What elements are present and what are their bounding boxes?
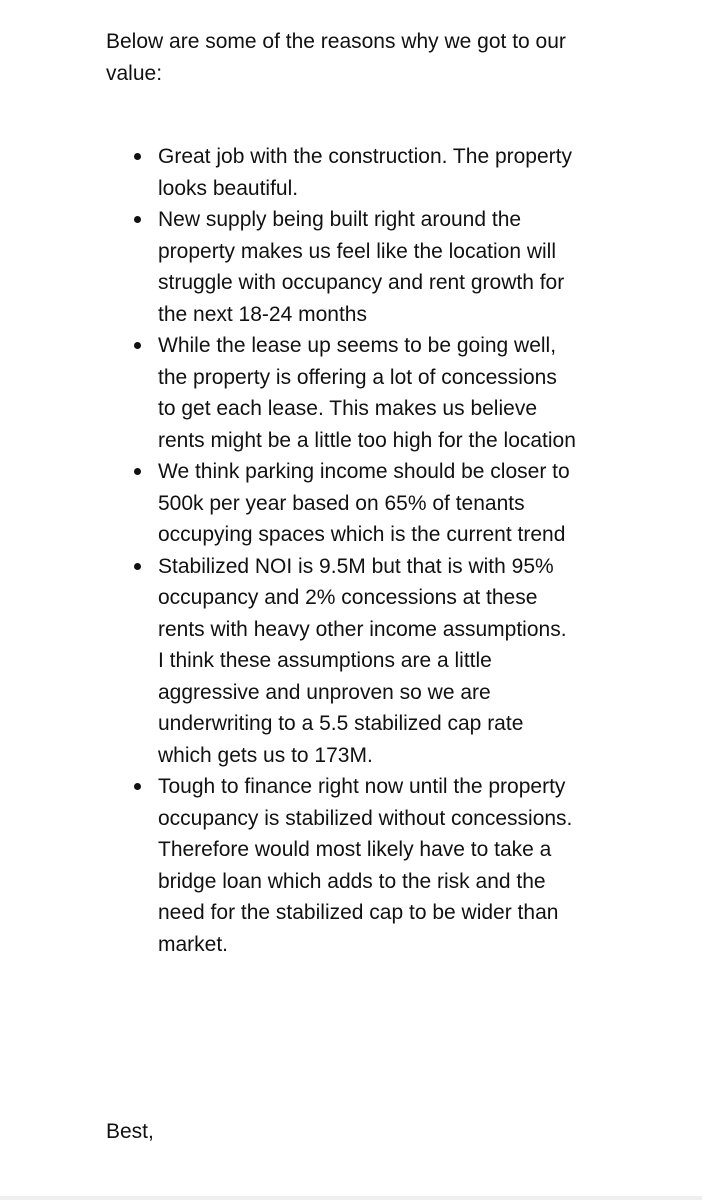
list-item: [158, 456, 578, 551]
list-item: [158, 204, 578, 330]
bullet-icon: [134, 468, 141, 475]
list-item-text: We think parking income should be closer to 500k per year based on 65% of tenants occupying spaces which is the current trend: [158, 460, 570, 546]
list-item: [158, 551, 578, 772]
bullet-icon: [134, 563, 141, 570]
bottom-divider: [0, 1196, 702, 1200]
reasons-list: [158, 141, 578, 960]
list-item-text: Tough to finance right now until the property occupancy is stabilized without concessions. Therefore would most likely have to take a bridge loan which adds to the risk and the need for the stabilized cap to be wider than market.: [158, 775, 573, 956]
list-item-text: While the lease up seems to be going well, the property is offering a lot of concessions to get each lease. This makes us believe rents might be a little too high for the location: [158, 334, 576, 452]
list-item-text: New supply being built right around the property makes us feel like the location will struggle with occupancy and rent growth for the next 18-24 months: [158, 208, 565, 326]
list-item-text: Great job with the construction. The property looks beautiful.: [158, 145, 572, 200]
list-item: [158, 141, 578, 204]
list-item: [158, 771, 578, 960]
bullet-icon: [134, 342, 141, 349]
signoff: Best,: [106, 1120, 154, 1143]
list-item-text: Stabilized NOI is 9.5M but that is with 95% occupancy and 2% concessions at these rents with heavy other income assumptions. I think these assumptions are a little aggressive and unproven so we are underwriting to a 5.5 stabilized cap rate which gets us to 173M.: [158, 554, 567, 767]
bullet-icon: [134, 153, 141, 160]
bullet-icon: [134, 783, 141, 790]
list-item: [158, 330, 578, 456]
bullet-icon: [134, 216, 141, 223]
intro-paragraph: Below are some of the reasons why we got to our value:: [106, 30, 566, 85]
